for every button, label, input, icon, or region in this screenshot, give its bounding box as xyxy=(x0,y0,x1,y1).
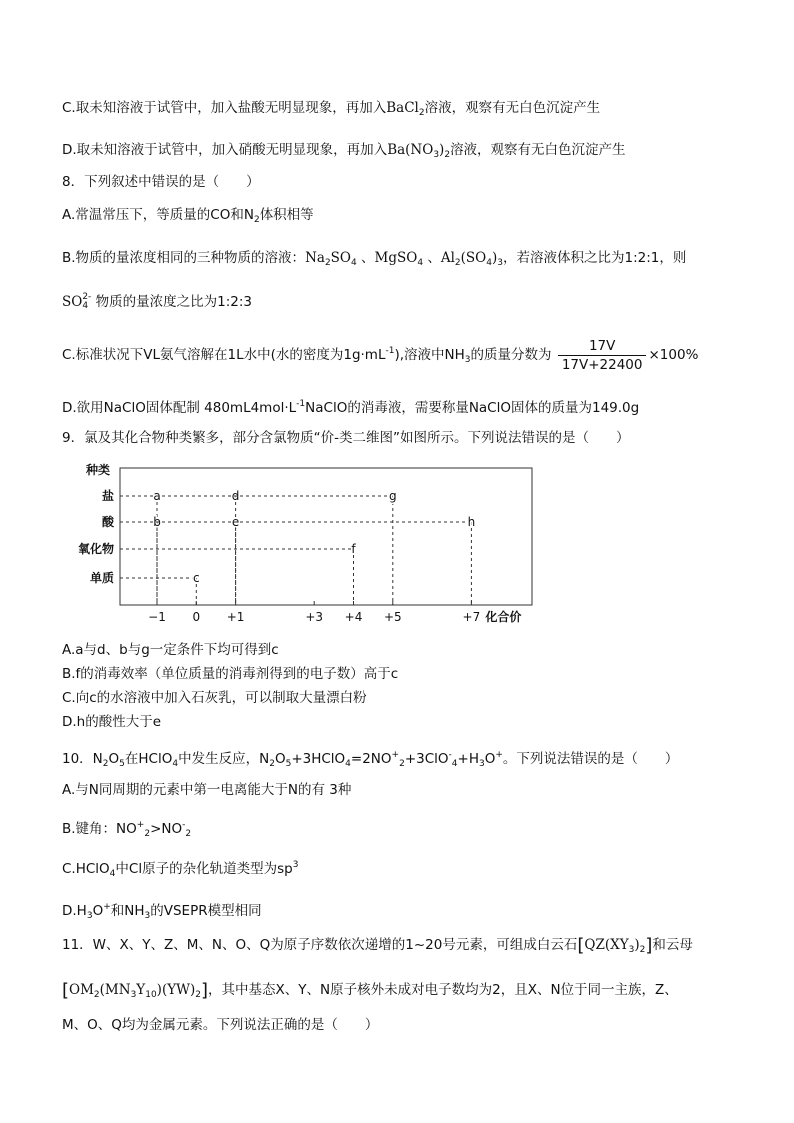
q8-option-b: B.物质的量浓度相同的三种物质的溶液：$Na_2SO_4$ 、MgSO$_4$ 、$Al_2(SO_4)_3$，若溶液体积之比为1:2:1，则 xyxy=(62,250,687,268)
y-category-label: 酸 xyxy=(101,515,114,529)
q8-option-d: D.欲用NaClO固体配制 $480mL4mol\cdot L^{-1}NaClO$的消毒液，需要称量NaClO固体的质量为149.0g xyxy=(62,399,640,416)
mass-fraction: $\frac{17V}{17V+22400}$ xyxy=(558,337,647,374)
q8-option-c: C.标准状况下VL氨气溶解在1L水中(水的密度为$1g\cdot mL^{-1}$),溶液中$NH_3$的质量分数为 $\frac{17V}{17V+22400}$ ×100% xyxy=(62,337,699,373)
point-label-e: e xyxy=(231,515,240,529)
x-tick-label: +4 xyxy=(344,610,363,624)
q9-stem: 9．氯及其化合物种类繁多，部分含氯物质“价-类二维图”如图所示。下列说法错误的是（ ） xyxy=(62,430,630,446)
q10-stem: 10．$N_2O_5$在HClO$_4$中发生反应，$N_2O_5+3HClO_4=2NO^+_2+3ClO^-_4+H_3O^+$。下列说法错误的是（ ） xyxy=(62,750,679,769)
point-label-h: h xyxy=(467,515,476,529)
q7-option-c: C.取未知溶液于试管中，加入盐酸无明显现象，再加入BaCl$_2$溶液，观察有无白色沉淀产生 xyxy=(62,100,601,118)
y-category-label: 盐 xyxy=(101,489,114,503)
q10-option-b: B.键角：$NO^+_2>NO^-_2$ xyxy=(62,820,192,839)
q9-option-a: A.a与d、b与g一定条件下均可得到c xyxy=(62,642,279,658)
valence-class-diagram xyxy=(62,458,542,628)
q7-option-d: D.取未知溶液于试管中，加入硝酸无明显现象，再加入$Ba(NO_3)_2$溶液，观察有无白色沉淀产生 xyxy=(62,142,626,160)
x-axis-title: 化合价 xyxy=(485,610,522,624)
q10-option-a: A.与N同周期的元素中第一电离能大于N的有 3种 xyxy=(62,782,352,798)
diagram-border xyxy=(120,468,532,605)
q8-option-a: A.常温常压下，等质量的CO和$N_2$体积相等 xyxy=(62,207,314,225)
q11-line-1: 11．W、X、Y、Z、M、N、O、Q为原子序数依次递增的1~20号元素，可组成白云石$[QZ(XY_3)_2]$和云母 xyxy=(62,935,693,956)
x-tick-label: −1 xyxy=(148,610,166,624)
point-label-c: c xyxy=(192,571,200,585)
x-tick-label: +5 xyxy=(383,610,402,624)
x-tick-label: +3 xyxy=(305,610,324,624)
point-label-d: d xyxy=(231,489,240,503)
point-label-b: b xyxy=(153,515,161,529)
point-label-a: a xyxy=(153,489,161,503)
point-label-f: f xyxy=(351,542,356,556)
q10-option-d: $D.H_3O^+$和$NH_3$的VSEPR模型相同 xyxy=(62,902,262,921)
q9-option-b: B.f的消毒效率（单位质量的消毒剂得到的电子数）高于c xyxy=(62,666,399,682)
q8-stem: 8．下列叙述中错误的是（ ） xyxy=(62,174,260,190)
y-category-label: 氧化物 xyxy=(77,542,114,556)
q11-line-3: M、O、Q均为金属元素。下列说法正确的是（ ） xyxy=(62,1017,379,1033)
q11-line-2: $[OM_2(MN_3Y_{10})(YW)_2]$，其中基态X、Y、N原子核外未成对电子数均为2，且X、N位于同一主族，Z、 xyxy=(62,980,678,1001)
q10-option-c: C.HClO$_4$中Cl原子的杂化轨道类型为$sp^3$ xyxy=(62,860,299,879)
x-tick-label: +7 xyxy=(462,610,481,624)
y-axis-title: 种类 xyxy=(86,463,111,477)
y-category-label: 单质 xyxy=(89,571,114,585)
point-label-g: g xyxy=(388,489,397,503)
x-tick-label: +1 xyxy=(226,610,245,624)
q8-option-b-cont: SO 2- 4 物质的量浓度之比为1:2:3 xyxy=(62,292,252,311)
diagram-frame xyxy=(120,468,532,605)
q9-option-d: D.h的酸性大于e xyxy=(62,714,162,730)
x-tick-label: 0 xyxy=(192,610,201,624)
q9-option-c: C.向c的水溶液中加入石灰乳，可以制取大量漂白粉 xyxy=(62,690,367,706)
